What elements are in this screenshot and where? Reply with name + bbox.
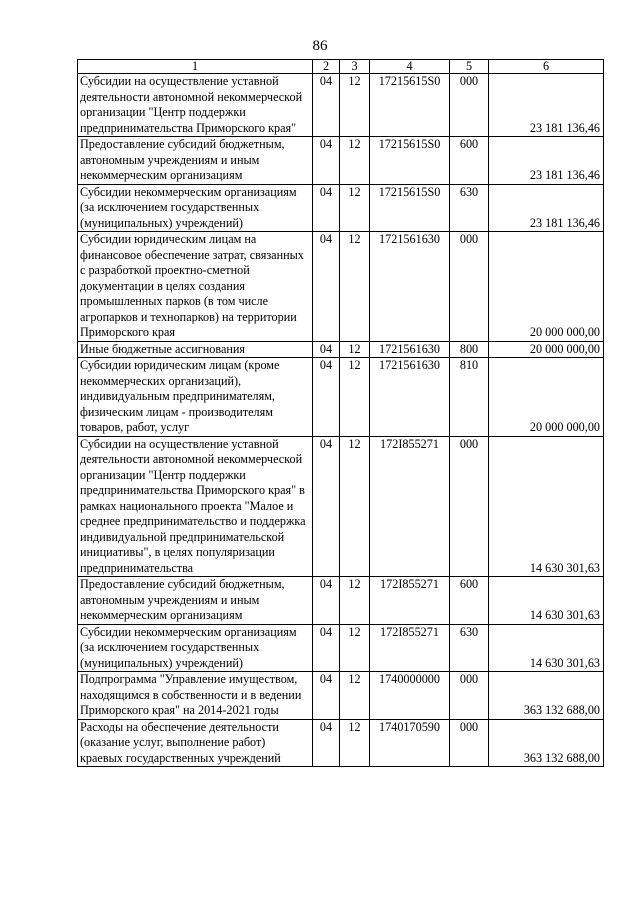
row-name-cell: Предоставление субсидий бюджетным, автономным учреждениям и иным некоммерческим организациям — [78, 577, 313, 625]
amount-cell: 23 181 136,46 — [489, 184, 604, 232]
target-article-code-cell: 17215615S0 — [370, 137, 450, 185]
subsection-code-cell: 12 — [340, 436, 370, 577]
table-row — [78, 719, 604, 767]
target-article-code-cell: 1740000000 — [370, 672, 450, 720]
table-row — [78, 74, 604, 137]
row-name-cell: Субсидии на осуществление уставной деятельности автономной некоммерческой организации "Центр поддержки предпринимательства Приморского края" в рамках национального проекта "Малое и среднее предпринимательство и поддержка индивидуальной предпринимательской инициативы", в целях популяризации предпринимательства — [78, 436, 313, 577]
target-article-code-cell: 1740170590 — [370, 719, 450, 767]
table-row — [78, 436, 604, 577]
section-code-cell: 04 — [313, 672, 340, 720]
subsection-code-cell: 12 — [340, 137, 370, 185]
column-header-4: 4 — [370, 60, 450, 74]
expense-type-code-cell: 000 — [450, 719, 489, 767]
row-name-cell: Иные бюджетные ассигнования — [78, 341, 313, 358]
table-row — [78, 341, 604, 358]
table-row — [78, 358, 604, 437]
amount-cell: 23 181 136,46 — [489, 74, 604, 137]
target-article-code-cell: 172I855271 — [370, 624, 450, 672]
amount-cell: 20 000 000,00 — [489, 232, 604, 342]
amount-cell: 14 630 301,63 — [489, 577, 604, 625]
amount-cell: 14 630 301,63 — [489, 624, 604, 672]
target-article-code-cell: 1721561630 — [370, 341, 450, 358]
subsection-code-cell: 12 — [340, 577, 370, 625]
table-row — [78, 232, 604, 342]
section-code-cell: 04 — [313, 719, 340, 767]
amount-cell: 20 000 000,00 — [489, 341, 604, 358]
table-row — [78, 184, 604, 232]
amount-cell: 14 630 301,63 — [489, 436, 604, 577]
column-header-5: 5 — [450, 60, 489, 74]
section-code-cell: 04 — [313, 341, 340, 358]
section-code-cell: 04 — [313, 358, 340, 437]
column-header-6: 6 — [489, 60, 604, 74]
row-name-cell: Субсидии некоммерческим организациям (за исключением государственных (муниципальных) учреждений) — [78, 624, 313, 672]
expense-type-code-cell: 630 — [450, 624, 489, 672]
row-name-cell: Субсидии на осуществление уставной деятельности автономной некоммерческой организации "Центр поддержки предпринимательства Приморского края" — [78, 74, 313, 137]
row-name-cell: Субсидии некоммерческим организациям (за исключением государственных (муниципальных) учреждений) — [78, 184, 313, 232]
subsection-code-cell: 12 — [340, 719, 370, 767]
subsection-code-cell: 12 — [340, 232, 370, 342]
expense-type-code-cell: 000 — [450, 232, 489, 342]
table-row — [78, 672, 604, 720]
section-code-cell: 04 — [313, 624, 340, 672]
row-name-cell: Подпрограмма "Управление имуществом, находящимся в собственности и в ведении Приморского края" на 2014-2021 годы — [78, 672, 313, 720]
section-code-cell: 04 — [313, 184, 340, 232]
page-number: 86 — [312, 38, 328, 54]
section-code-cell: 04 — [313, 436, 340, 577]
section-code-cell: 04 — [313, 232, 340, 342]
amount-cell: 23 181 136,46 — [489, 137, 604, 185]
target-article-code-cell: 17215615S0 — [370, 74, 450, 137]
expense-type-code-cell: 800 — [450, 341, 489, 358]
table-row — [78, 577, 604, 625]
table-header-row — [78, 60, 604, 74]
expense-type-code-cell: 000 — [450, 672, 489, 720]
table-row — [78, 137, 604, 185]
expense-type-code-cell: 810 — [450, 358, 489, 437]
expense-type-code-cell: 000 — [450, 74, 489, 137]
target-article-code-cell: 172I855271 — [370, 436, 450, 577]
target-article-code-cell: 172I855271 — [370, 577, 450, 625]
table-body — [78, 74, 604, 767]
subsection-code-cell: 12 — [340, 74, 370, 137]
subsection-code-cell: 12 — [340, 341, 370, 358]
subsection-code-cell: 12 — [340, 672, 370, 720]
amount-cell: 20 000 000,00 — [489, 358, 604, 437]
amount-cell: 363 132 688,00 — [489, 719, 604, 767]
row-name-cell: Субсидии юридическим лицам (кроме некоммерческих организаций), индивидуальным предпринимателям, физическим лицам - производителям товаров, работ, услуг — [78, 358, 313, 437]
row-name-cell: Расходы на обеспечение деятельности (оказание услуг, выполнение работ) краевых государственных учреждений — [78, 719, 313, 767]
expense-type-code-cell: 630 — [450, 184, 489, 232]
section-code-cell: 04 — [313, 74, 340, 137]
table-row — [78, 624, 604, 672]
subsection-code-cell: 12 — [340, 358, 370, 437]
expense-type-code-cell: 600 — [450, 577, 489, 625]
expense-type-code-cell: 600 — [450, 137, 489, 185]
subsection-code-cell: 12 — [340, 624, 370, 672]
target-article-code-cell: 1721561630 — [370, 232, 450, 342]
column-header-2: 2 — [313, 60, 340, 74]
budget-table — [77, 59, 604, 767]
expense-type-code-cell: 000 — [450, 436, 489, 577]
amount-cell: 363 132 688,00 — [489, 672, 604, 720]
section-code-cell: 04 — [313, 577, 340, 625]
column-header-3: 3 — [340, 60, 370, 74]
row-name-cell: Субсидии юридическим лицам на финансовое обеспечение затрат, связанных с разработкой проектно-сметной документации в целях создания промышленных парков (в том числе агропарков и технопарков) на территории Приморского края — [78, 232, 313, 342]
target-article-code-cell: 1721561630 — [370, 358, 450, 437]
subsection-code-cell: 12 — [340, 184, 370, 232]
section-code-cell: 04 — [313, 137, 340, 185]
row-name-cell: Предоставление субсидий бюджетным, автономным учреждениям и иным некоммерческим организациям — [78, 137, 313, 185]
column-header-1: 1 — [78, 60, 313, 74]
target-article-code-cell: 17215615S0 — [370, 184, 450, 232]
